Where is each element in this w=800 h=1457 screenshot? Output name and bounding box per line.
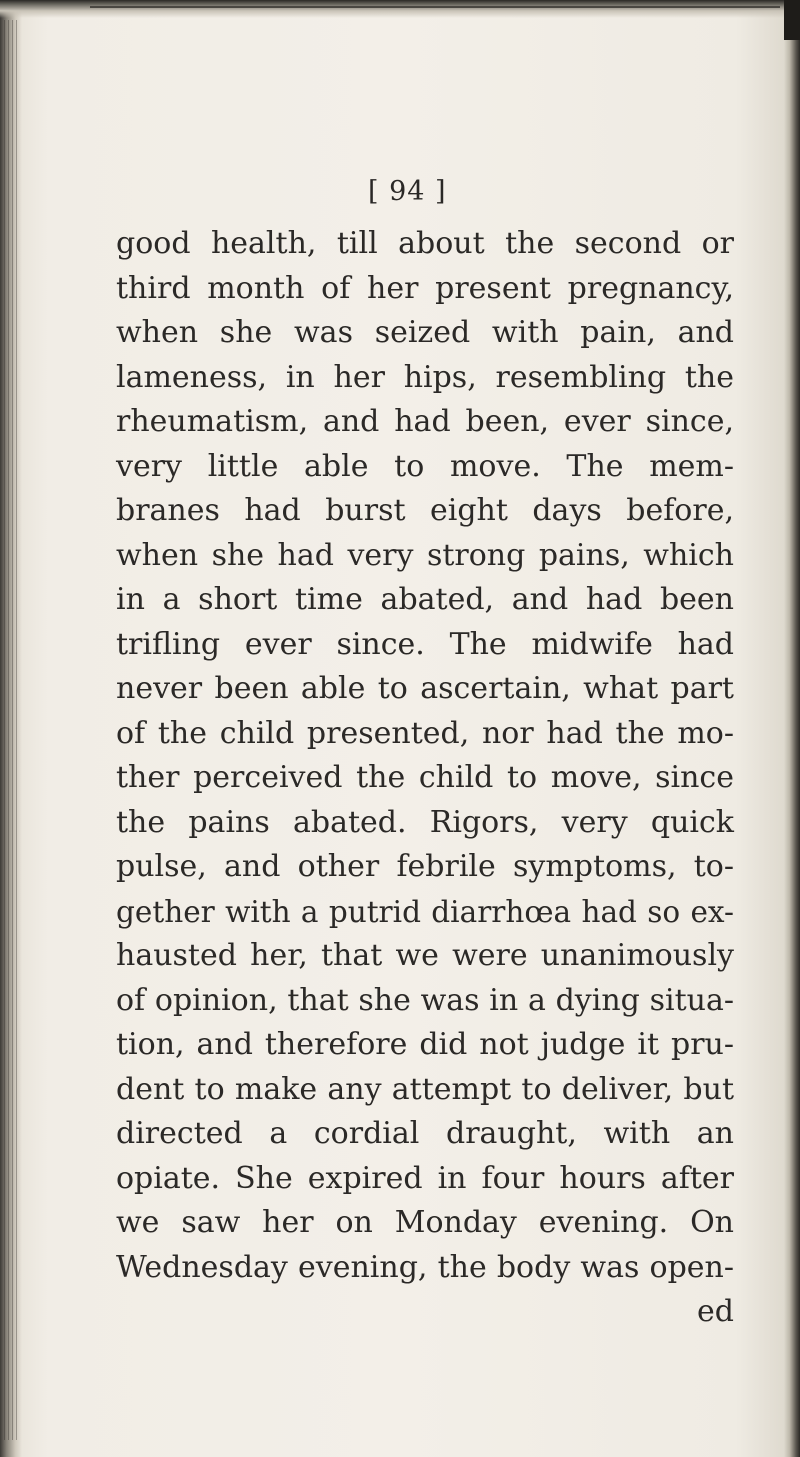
page-right-edge [784,0,800,1457]
page-top-edge [0,0,800,18]
text-line: dent to make any attempt to deliver, but [116,1071,734,1107]
page-binding-gutter [0,0,22,1457]
text-line: when she was seized with pain, and [116,315,734,350]
text-line: trifling ever since. The midwife had [116,626,734,662]
text-line: tion, and therefore did not judge it pru- [116,1027,734,1062]
text-line: opiate. She expired in four hours after [116,1160,734,1196]
text-line: Wednesday evening, the body was open- [116,1249,734,1285]
page-corner [784,0,800,40]
body-text [116,222,734,1335]
text-line: of the child presented, nor had the mo- [116,715,734,751]
text-line: in a short time abated, and had been [116,582,734,617]
top-rule [90,6,780,8]
text-line: the pains abated. Rigors, very quick [116,804,734,840]
text-line: gether with a putrid diarrhœa had so ex- [116,894,734,929]
page-number-header: [ 94 ] [368,176,447,207]
text-line: pulse, and other febrile symptoms, to- [116,849,734,884]
text-line: ther perceived the child to move, since [116,760,734,795]
text-line: directed a cordial draught, with an [116,1116,734,1151]
text-line: third month of her present pregnancy, [116,270,734,306]
text-line: never been able to ascertain, what part [116,671,734,706]
text-line: hausted her, that we were unanimously [116,938,734,973]
text-line: very little able to move. The mem- [116,448,734,484]
catchword: ed [697,1294,734,1329]
text-line: good health, till about the second or [116,226,734,261]
text-line: rheumatism, and had been, ever since, [116,404,734,439]
text-line: we saw her on Monday evening. On [116,1205,734,1240]
text-line: of opinion, that she was in a dying situa- [116,982,734,1018]
gutter-texture [4,20,18,1440]
text-line: lameness, in her hips, resembling the [116,359,734,395]
text-line: when she had very strong pains, which [116,537,734,573]
text-line: branes had burst eight days before, [116,493,734,528]
